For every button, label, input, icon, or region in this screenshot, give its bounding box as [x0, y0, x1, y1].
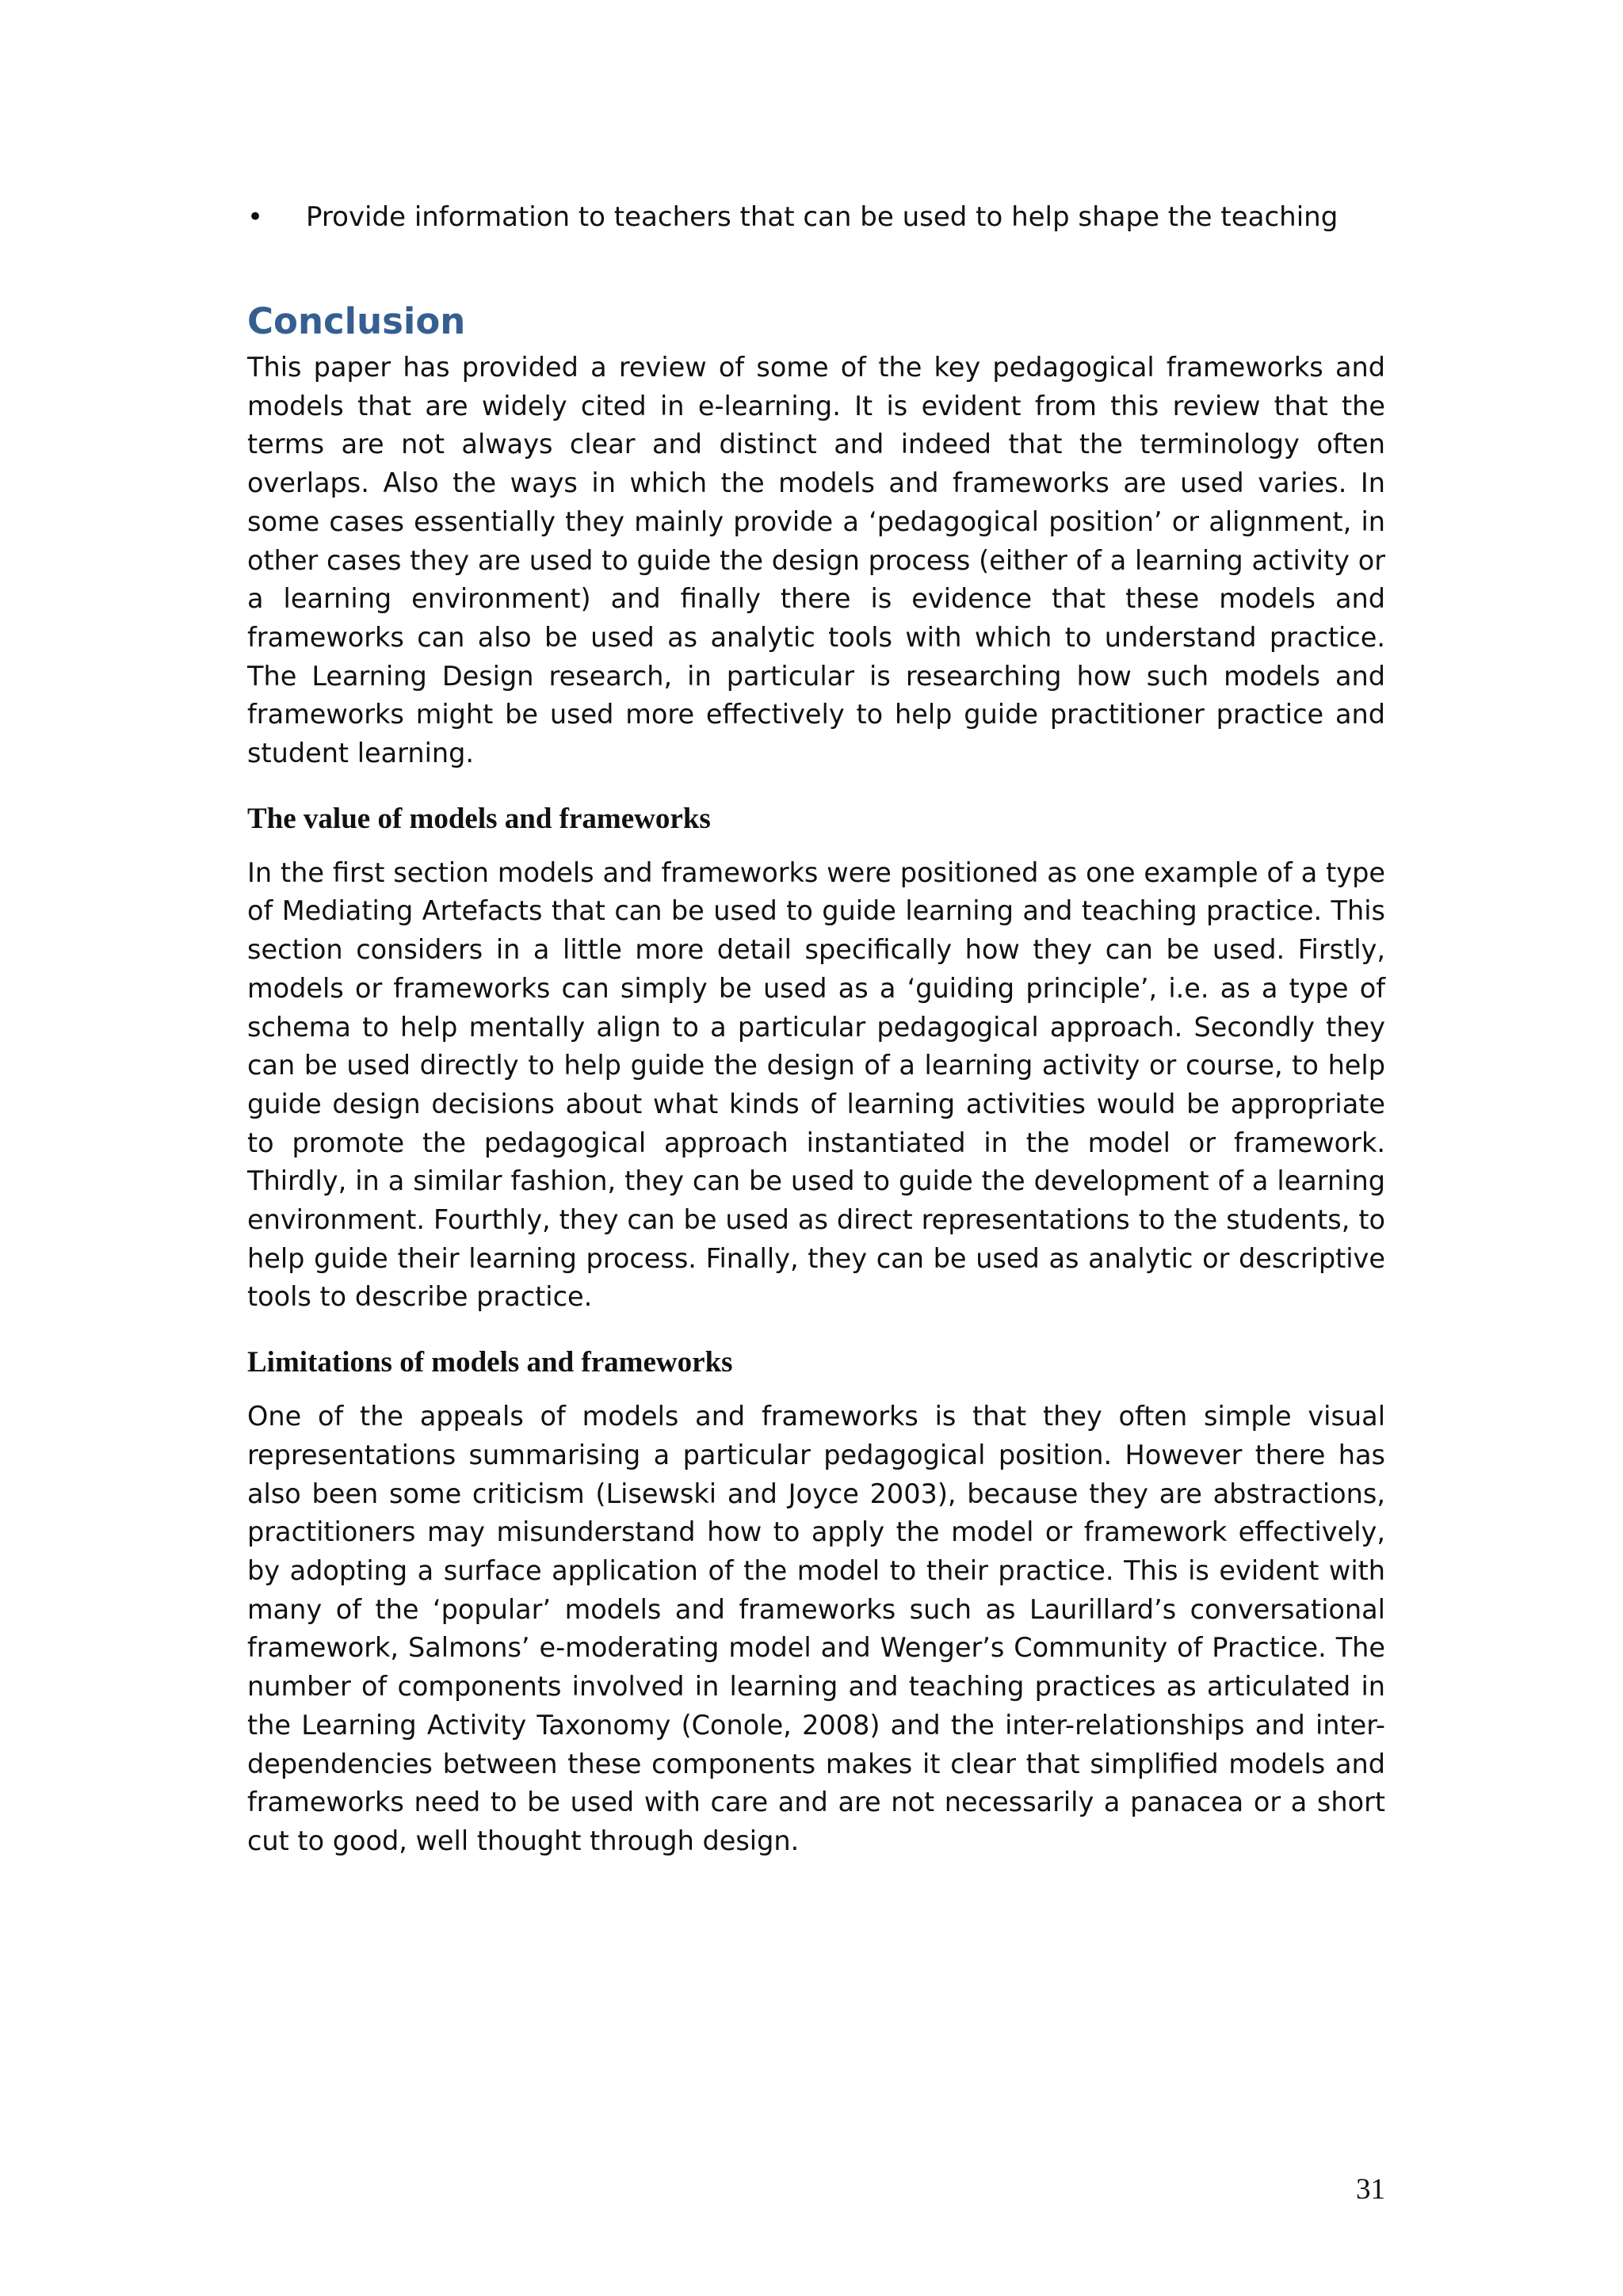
bullet-text: Provide information to teachers that can be used to help shape the teaching: [306, 201, 1338, 233]
value-paragraph: In the first section models and frameworks were positioned as one example of a type of Mediating Artefacts that can be used to guide learning and teaching practice. This section considers in a little more detail specifically how they can be used. Firstly, models or frameworks can simply be used as a ‘guiding principle’, i.e. as a type of schema to help mentally align to a particular pedagogical approach. Secondly they can be used directly to help guide the design of a learning activity or course, to help guide design decisions about what kinds of learning activities would be appropriate to promote the pedagogical approach instantiated in the model or framework. Thirdly, in a similar fashion, they can be used to guide the development of a learning environment. Fourthly, they can be used as direct representations to the students, to help guide their learning process. Finally, they can be used as analytic or descriptive tools to describe practice.: [247, 856, 1385, 1313]
value-subheading: The value of models and frameworks: [247, 802, 711, 835]
page-number: 31: [1356, 2173, 1385, 2206]
bullet-icon: •: [247, 201, 264, 233]
limitations-paragraph: One of the appeals of models and frameworks is that they often simple visual representations summarising a particular pedagogical position. However there has also been some criticism (Lisewski and Joyce 2003), because they are abstractions, practitioners may misunderstand how to apply the model or framework effectively, by adopting a surface application of the model to their practice. This is evident with many of the ‘popular’ models and frameworks such as Laurillard’s conversational framework, Salmons’ e-moderating model and Wenger’s Community of Practice. The number of components involved in learning and teaching practices as articulated in the Learning Activity Taxonomy (Conole, 2008) and the inter-relationships and inter-dependencies between these components makes it clear that simplified models and frameworks need to be used with care and are not necessarily a panacea or a short cut to good, well thought through design.: [247, 1401, 1385, 1856]
conclusion-heading: Conclusion: [247, 300, 466, 342]
conclusion-paragraph: This paper has provided a review of some of the key pedagogical frameworks and models that are widely cited in e-learning. It is evident from this review that the terms are not always clear and distinct and indeed that the terminology often overlaps. Also the ways in which the models and frameworks are used varies. In some cases essentially they mainly provide a ‘pedagogical position’ or alignment, in other cases they are used to guide the design process (either of a learning activity or a learning environment) and finally there is evidence that these models and frameworks can also be used as analytic tools with which to understand practice. The Learning Design research, in particular is researching how such models and frameworks might be used more effectively to help guide practitioner practice and student learning.: [247, 352, 1385, 769]
limitations-subheading: Limitations of models and frameworks: [247, 1346, 733, 1379]
bullet-item: [247, 198, 1385, 236]
page-body: [247, 198, 1385, 1861]
